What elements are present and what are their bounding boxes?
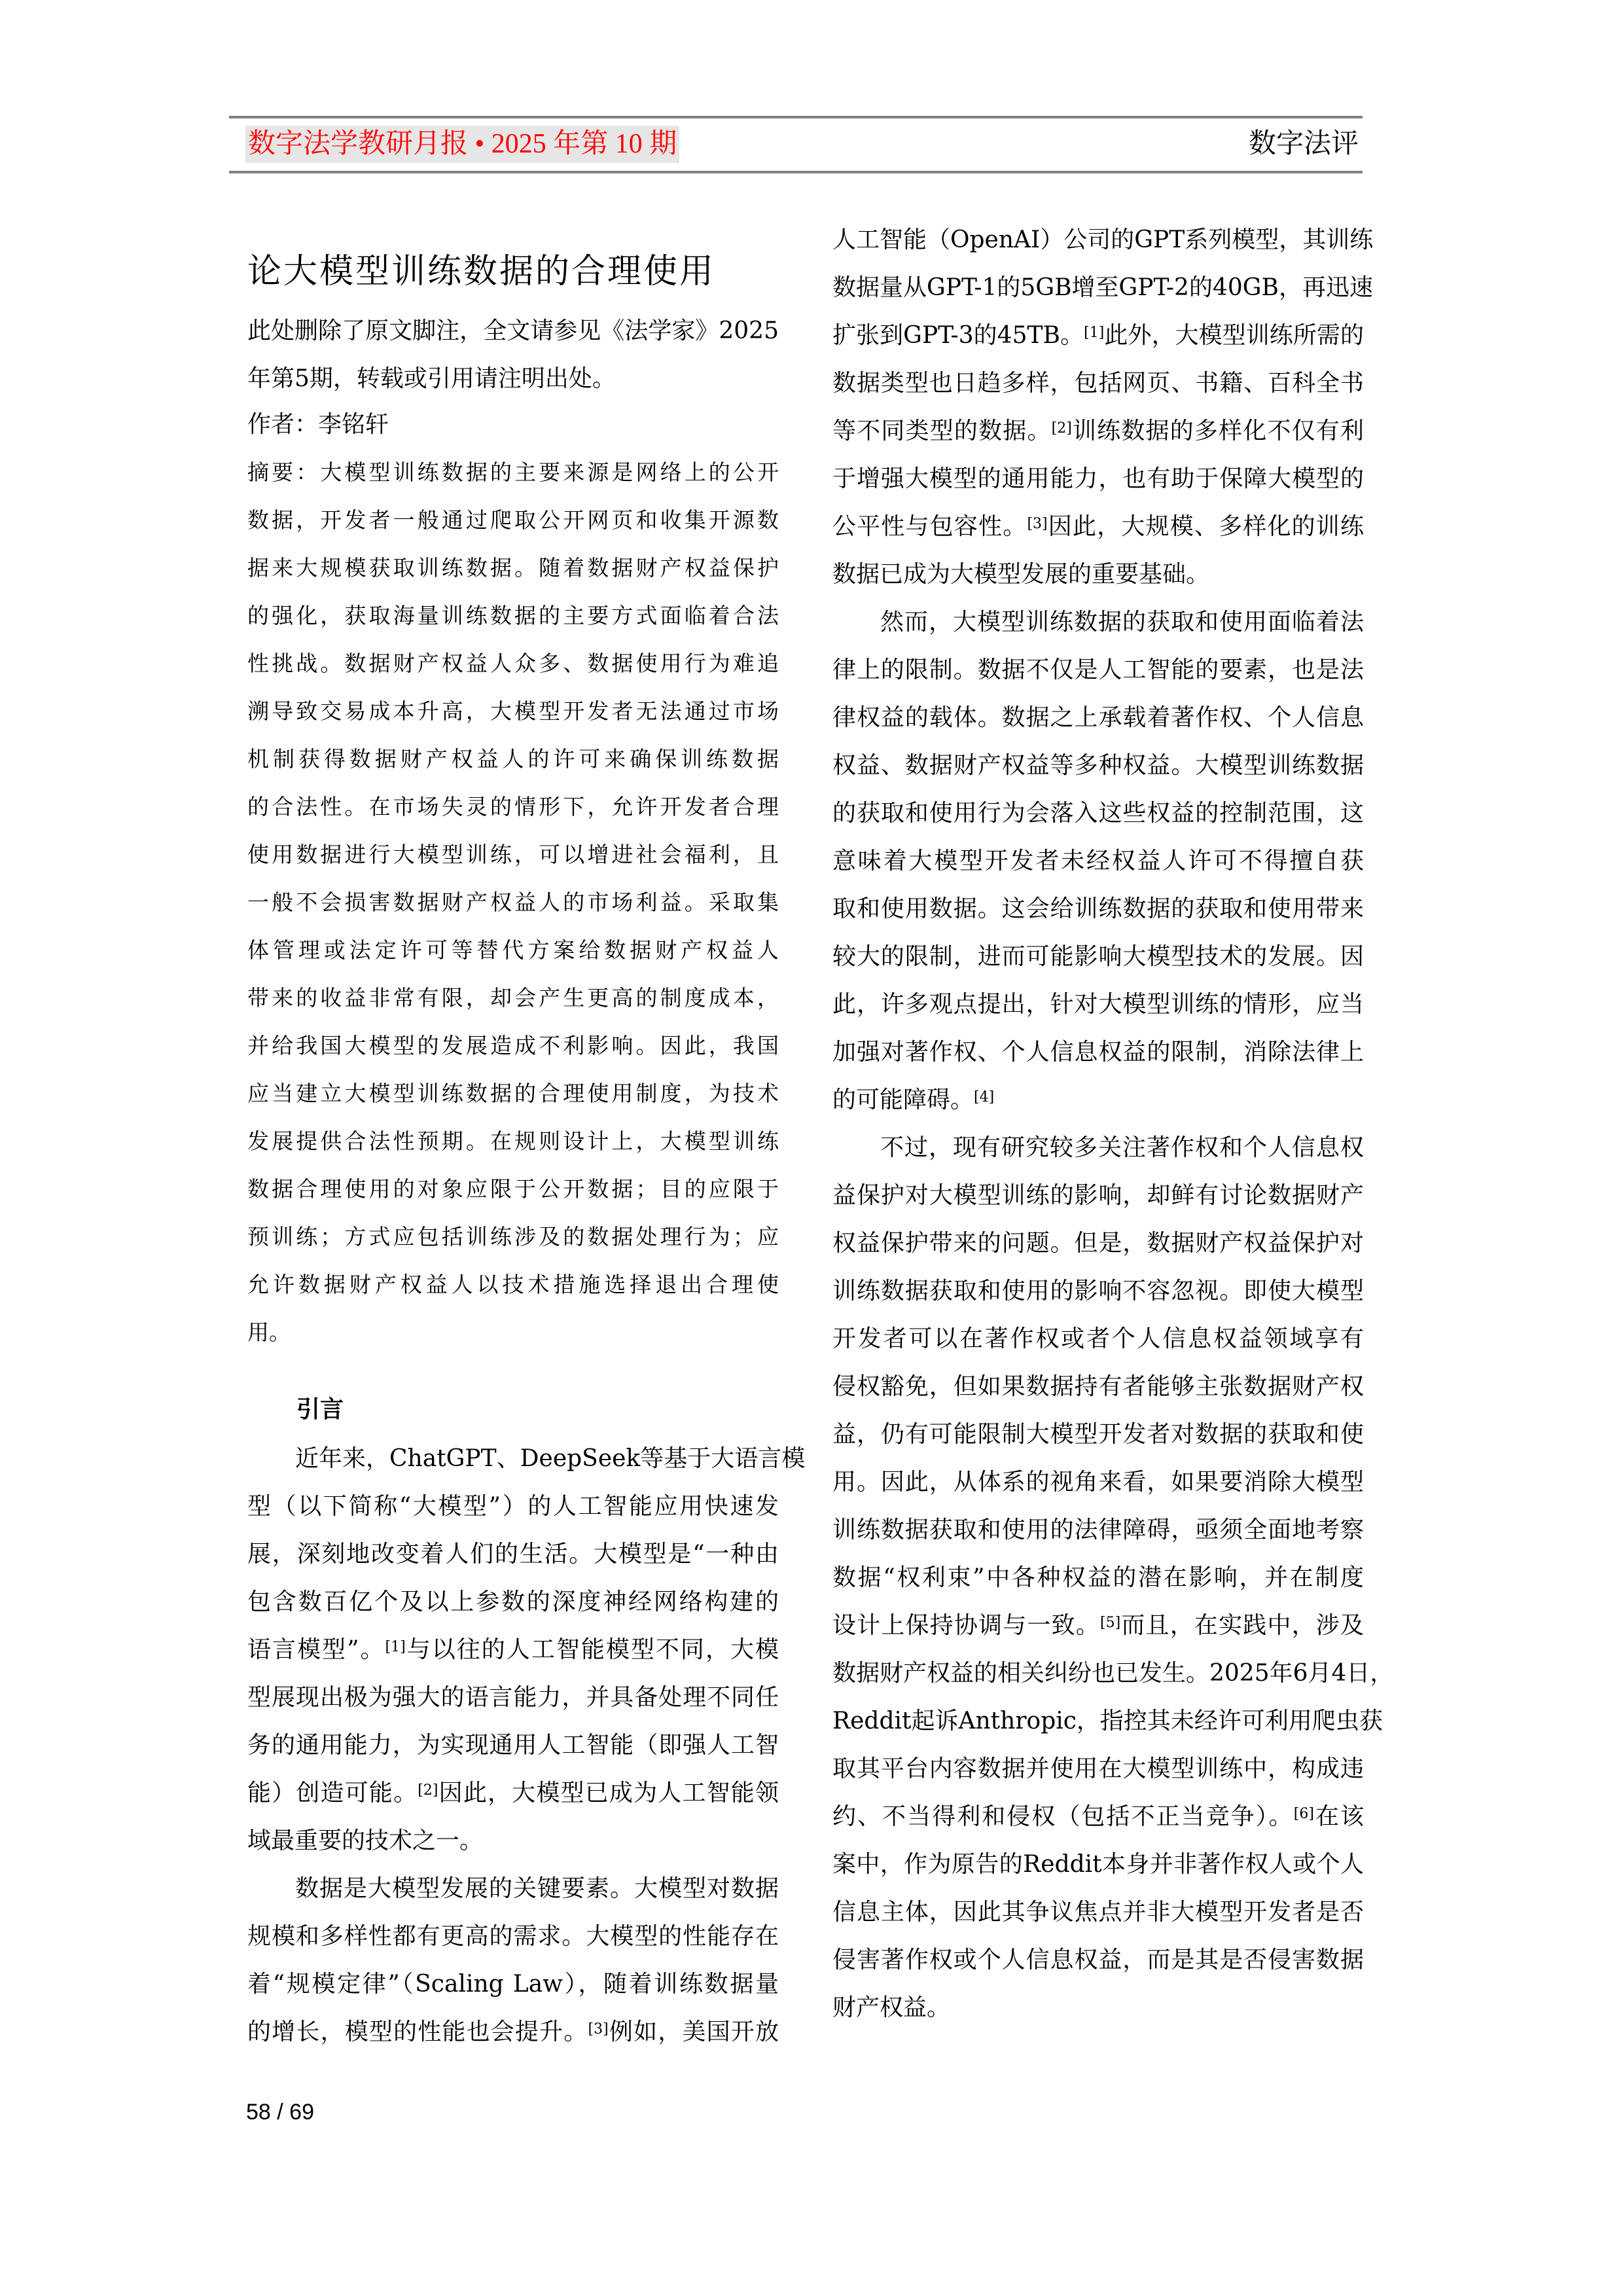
body-line: [832, 1801, 1364, 1833]
line-text: 设计上保持协调与一致。: [832, 1612, 1100, 1639]
body-line: 型展现出极为强大的语言能力，并具备处理不同任: [247, 1684, 779, 1711]
body-line: 展，深刻地改变着人们的生活。大模型是“一种由: [247, 1541, 779, 1568]
body-line: [832, 1085, 1364, 1116]
abstract-line: 用。: [247, 1319, 291, 1345]
body-line: 意味着大模型开发者未经权益人许可不得擅自获: [832, 848, 1364, 874]
section-label: 数字法评: [1249, 129, 1359, 159]
journal-header: 数字法学教研月报 • 2025 年第 10 期: [245, 126, 679, 163]
source-note: 此处删除了原文脚注，全文请参见《法学家》2025: [247, 317, 779, 344]
footnote-ref: [3]: [1027, 516, 1048, 532]
body-line: 侵害著作权或个人信息权益，而是其是否侵害数据: [832, 1946, 1364, 1973]
body-line: 加强对著作权、个人信息权益的限制，消除法律上: [832, 1039, 1364, 1066]
abstract-line: 体管理或法定许可等替代方案给数据财产权益人: [247, 937, 779, 963]
footnote-ref: [5]: [1100, 1615, 1121, 1631]
line-text: 在该: [1313, 1803, 1364, 1830]
body-line: [832, 1610, 1364, 1641]
body-line: 较大的限制，进而可能影响大模型技术的发展。因: [832, 943, 1364, 970]
body-line: 训练数据获取和使用的影响不容忽视。即使大模型: [832, 1278, 1364, 1304]
body-line: 益保护对大模型训练的影响，却鲜有讨论数据财产: [832, 1182, 1364, 1209]
body-line: 不过，现有研究较多关注著作权和个人信息权: [880, 1134, 1364, 1161]
line-text: 的可能障碍。: [832, 1086, 974, 1113]
abstract-line: 一般不会损害数据财产权益人的市场利益。采取集: [247, 889, 779, 915]
page-number: 58 / 69: [246, 2100, 314, 2125]
body-line: 人工智能（OpenAI）公司的GPT系列模型，其训练: [832, 226, 1374, 253]
line-text: 的增长，模型的性能也会提升。: [247, 2018, 588, 2045]
body-line: [832, 511, 1364, 543]
line-text: 此外，大模型训练所需的: [1104, 322, 1364, 349]
footnote-ref: [3]: [588, 2021, 609, 2037]
line-text: 因此，大规模、多样化的训练: [1047, 513, 1364, 540]
body-line: 型（以下简称“大模型”）的人工智能应用快速发: [247, 1493, 779, 1520]
body-line: 然而，大模型训练数据的获取和使用面临着法: [880, 609, 1364, 636]
body-line: 的获取和使用行为会落入这些权益的控制范围，这: [832, 800, 1364, 827]
line-text: 与以往的人工智能模型不同，大模: [405, 1636, 779, 1663]
source-note: 年第5期，转载或引用请注明出处。: [247, 365, 616, 392]
header-rule-bottom: [229, 171, 1363, 173]
line-text: 训练数据的多样化不仅有利: [1071, 418, 1364, 444]
abstract-line: 据来大规模获取训练数据。随着数据财产权益保护: [247, 555, 779, 581]
body-line: [247, 2017, 779, 2048]
body-line: 数据量从GPT-1的5GB增至GPT-2的40GB，再迅速: [832, 274, 1373, 301]
body-line: 取其平台内容数据并使用在大模型训练中，构成违: [832, 1755, 1364, 1782]
footnote-ref: [6]: [1293, 1806, 1314, 1822]
footnote-ref: [2]: [418, 1782, 438, 1799]
body-line: 此，许多观点提出，针对大模型训练的情形，应当: [832, 991, 1364, 1018]
footnote-ref: [2]: [1051, 420, 1072, 437]
body-line: 务的通用能力，为实现通用人工智能（即强人工智: [247, 1732, 779, 1759]
abstract-line: 并给我国大模型的发展造成不利影响。因此，我国: [247, 1033, 779, 1058]
body-line: 案中，作为原告的Reddit本身并非著作权人或个人: [832, 1851, 1364, 1878]
abstract-line: 的合法性。在市场失灵的情形下，允许开发者合理: [247, 794, 779, 819]
body-line: 财产权益。: [832, 1994, 951, 2021]
abstract-line: 允许数据财产权益人以技术措施选择退出合理使: [247, 1272, 779, 1297]
abstract-line: 摘要：大模型训练数据的主要来源是网络上的公开: [247, 459, 779, 485]
body-line: 数据“权利束”中各种权益的潜在影响，并在制度: [832, 1564, 1364, 1591]
body-line: [832, 416, 1364, 447]
body-line: 用。因此，从体系的视角来看，如果要消除大模型: [832, 1469, 1364, 1496]
line-text: 而且，在实践中，涉及: [1120, 1612, 1364, 1639]
body-line: 权益、数据财产权益等多种权益。大模型训练数据: [832, 752, 1364, 779]
footnote-ref: [1]: [1084, 325, 1105, 341]
footnote-ref: [1]: [385, 1639, 406, 1655]
author-line: 作者：李铭轩: [247, 411, 389, 438]
abstract-line: 应当建立大模型训练数据的合理使用制度，为技术: [247, 1081, 779, 1106]
body-line: [832, 320, 1364, 351]
abstract-line: 机制获得数据财产权益人的许可来确保训练数据: [247, 746, 779, 772]
footnote-ref: [4]: [974, 1089, 995, 1105]
article-title: 论大模型训练数据的合理使用: [247, 252, 716, 291]
abstract-line: 带来的收益非常有限，却会产生更高的制度成本，: [247, 985, 779, 1011]
line-text: 等不同类型的数据。: [832, 418, 1052, 444]
body-line: 信息主体，因此其争议焦点并非大模型开发者是否: [832, 1899, 1364, 1926]
header-rule-top: [229, 116, 1363, 118]
body-line: Reddit起诉Anthropic，指控其未经许可利用爬虫获: [832, 1708, 1383, 1734]
abstract-line: 溯导致交易成本升高，大模型开发者无法通过市场: [247, 698, 779, 724]
abstract-line: 预训练；方式应包括训练涉及的数据处理行为；应: [247, 1224, 779, 1249]
body-line: 数据类型也日趋多样，包括网页、书籍、百科全书: [832, 370, 1364, 397]
body-line: 益，仍有可能限制大模型开发者对数据的获取和使: [832, 1421, 1364, 1448]
body-line: 训练数据获取和使用的法律障碍，亟须全面地考察: [832, 1516, 1364, 1543]
line-text: 语言模型”。: [247, 1636, 385, 1663]
body-line: 于增强大模型的通用能力，也有助于保障大模型的: [832, 465, 1364, 492]
body-line: 权益保护带来的问题。但是，数据财产权益保护对: [832, 1230, 1364, 1257]
body-line: 数据是大模型发展的关键要素。大模型对数据: [295, 1875, 779, 1902]
body-line: 近年来，ChatGPT、DeepSeek等基于大语言模: [295, 1445, 806, 1472]
body-line: 取和使用数据。这会给训练数据的获取和使用带来: [832, 895, 1364, 922]
line-text: 能）创造可能。: [247, 1780, 418, 1806]
abstract-line: 数据，开发者一般通过爬取公开网页和收集开源数: [247, 507, 779, 533]
body-line: 规模和多样性都有更高的需求。大模型的性能存在: [247, 1923, 779, 1950]
body-line: 数据财产权益的相关纠纷也已发生。2025年6月4日，: [832, 1660, 1394, 1687]
body-line: 律权益的载体。数据之上承载着著作权、个人信息: [832, 704, 1364, 731]
body-line: 域最重要的技术之一。: [247, 1827, 484, 1854]
body-line: [247, 1634, 779, 1666]
body-line: 开发者可以在著作权或者个人信息权益领域享有: [832, 1325, 1364, 1352]
line-text: 约、不当得利和侵权（包括不正当竞争）。: [832, 1803, 1294, 1830]
line-text: 公平性与包容性。: [832, 513, 1027, 540]
line-text: 例如，美国开放: [608, 2018, 779, 2045]
body-line: 数据已成为大模型发展的重要基础。: [832, 561, 1210, 588]
body-line: 律上的限制。数据不仅是人工智能的要素，也是法: [832, 656, 1364, 683]
abstract-line: 性挑战。数据财产权益人众多、数据使用行为难追: [247, 651, 779, 676]
line-text: 扩张到GPT-3的45TB。: [832, 322, 1084, 349]
abstract-line: 使用数据进行大模型训练，可以增进社会福利，且: [247, 842, 779, 867]
body-line: 侵权豁免，但如果数据持有者能够主张数据财产权: [832, 1373, 1364, 1400]
abstract-line: 的强化，获取海量训练数据的主要方式面临着合法: [247, 603, 779, 628]
body-line: [247, 1778, 779, 1809]
abstract-line: 发展提供合法性预期。在规则设计上，大模型训练: [247, 1128, 779, 1154]
abstract-line: 数据合理使用的对象应限于公开数据；目的应限于: [247, 1176, 779, 1202]
section-heading: 引言: [296, 1396, 344, 1423]
body-line: 着“规模定律”（Scaling Law），随着训练数据量: [247, 1971, 779, 1998]
line-text: 因此，大模型已成为人工智能领: [438, 1780, 779, 1806]
body-line: 包含数百亿个及以上参数的深度神经网络构建的: [247, 1588, 779, 1615]
